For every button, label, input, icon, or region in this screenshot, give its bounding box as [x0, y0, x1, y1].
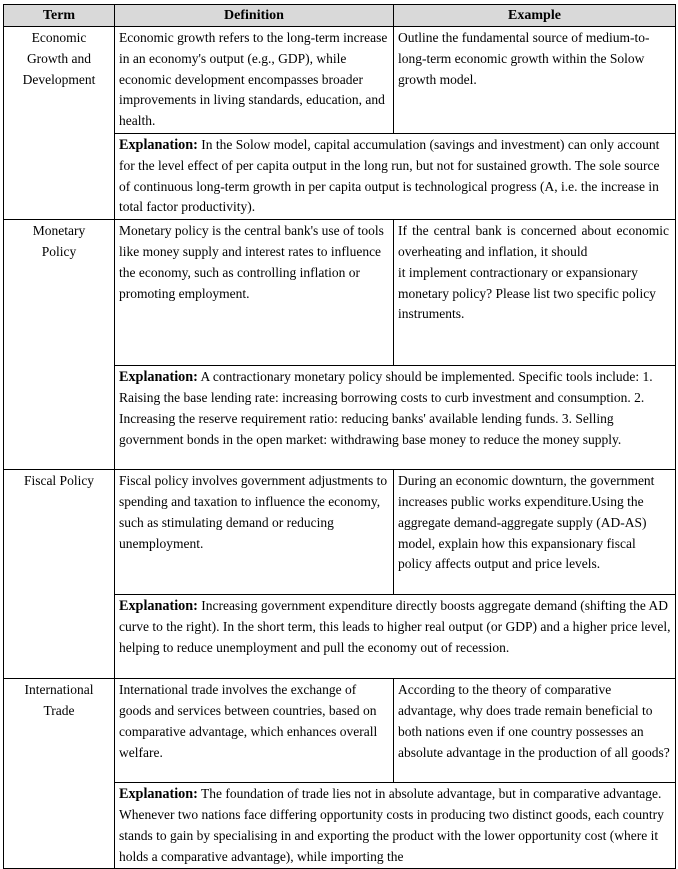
term-label: International [24, 682, 94, 698]
term-label: Trade [43, 702, 75, 718]
explanation-text: In the Solow model, capital accumulation (savings and investment) can only account for the level effect of per capita output in the long run, but not for sustained growth. The sole source of continuous long-term growth in per capita output is technological progress (A, i.e. the increase in total factor productivity). [119, 136, 660, 215]
explanation-cell [115, 783, 676, 869]
example-cell: Outline the fundamental source of medium-to-long-term economic growth within the Solow growth model. [394, 27, 676, 134]
explanation-text: Increasing government expenditure directly boosts aggregate demand (shifting the AD curve to the right). In the short term, this leads to higher real output (or GDP) and a higher price level, helping to reduce unemployment and pull the economy out of recession. [119, 598, 671, 655]
example-text-part: If the central bank is concerned about economic overheating and inflation, it should [398, 223, 669, 259]
explanation-text: The foundation of trade lies not in absolute advantage, but in comparative advantage. Whenever two nations face differing opportunity costs in producing two distinct goods, each country stands to gain by specialising in and exporting the product with the lower opportunity cost (where it holds a comparative advantage), while importing the [119, 786, 664, 864]
term-cell [4, 27, 115, 220]
table-row [4, 679, 676, 783]
term-cell [4, 679, 115, 869]
header-definition: Definition [115, 5, 394, 27]
term-cell [4, 470, 115, 679]
explanation-label: Explanation: [119, 136, 198, 153]
term-label: Development [22, 71, 96, 87]
explanation-cell [115, 366, 676, 470]
term-label: Policy [41, 243, 77, 259]
explanation-cell [115, 133, 676, 219]
economics-terms-table [3, 4, 676, 869]
example-cell: During an economic downturn, the government increases public works expenditure.Using the aggregate demand-aggregate supply (AD-AS) model, explain how this expansionary fiscal policy affects output and price levels. [394, 470, 676, 595]
table-row [4, 220, 676, 366]
table-header-row [4, 5, 676, 27]
definition-cell: Economic growth refers to the long-term increase in an economy's output (e.g., GDP), while economic development encompasses broader improvements in living standards, education, and health. [115, 27, 394, 134]
table-row [4, 27, 676, 134]
definition-cell: Fiscal policy involves government adjustments to spending and taxation to influence the economy, such as stimulating demand or reducing unemployment. [115, 470, 394, 595]
term-label: Growth and [26, 50, 92, 66]
example-text-part: it implement contractionary or expansionary monetary policy? Please list two specific policy instruments. [398, 264, 656, 322]
explanation-label: Explanation: [119, 598, 198, 615]
document-page [3, 4, 676, 869]
explanation-label: Explanation: [119, 786, 198, 803]
definition-cell: Monetary policy is the central bank's use of tools like money supply and interest rates to influence the economy, such as controlling inflation or promoting employment. [115, 220, 394, 366]
definition-cell: International trade involves the exchange of goods and services between countries, based on comparative advantage, which enhances overall welfare. [115, 679, 394, 783]
header-term: Term [4, 5, 115, 27]
term-label: Fiscal Policy [23, 473, 95, 489]
term-cell [4, 220, 115, 470]
term-label: Monetary [32, 223, 86, 239]
example-cell: According to the theory of comparative advantage, why does trade remain beneficial to both nations even if one country possesses an absolute advantage in the production of all goods? [394, 679, 676, 783]
header-example: Example [394, 5, 676, 27]
example-cell [394, 220, 676, 366]
table-row [4, 470, 676, 595]
term-label: Economic [31, 30, 87, 45]
explanation-text: A contractionary monetary policy should be implemented. Specific tools include: 1. Raising the base lending rate: increasing borrowing costs to curb investment and consumption. 2. Increasing the reserve requirement ratio: reducing banks' available lending funds. 3. Selling government bonds in the open market: withdrawing base money to reduce the money supply. [119, 369, 653, 447]
explanation-cell [115, 595, 676, 679]
explanation-label: Explanation: [119, 369, 198, 386]
